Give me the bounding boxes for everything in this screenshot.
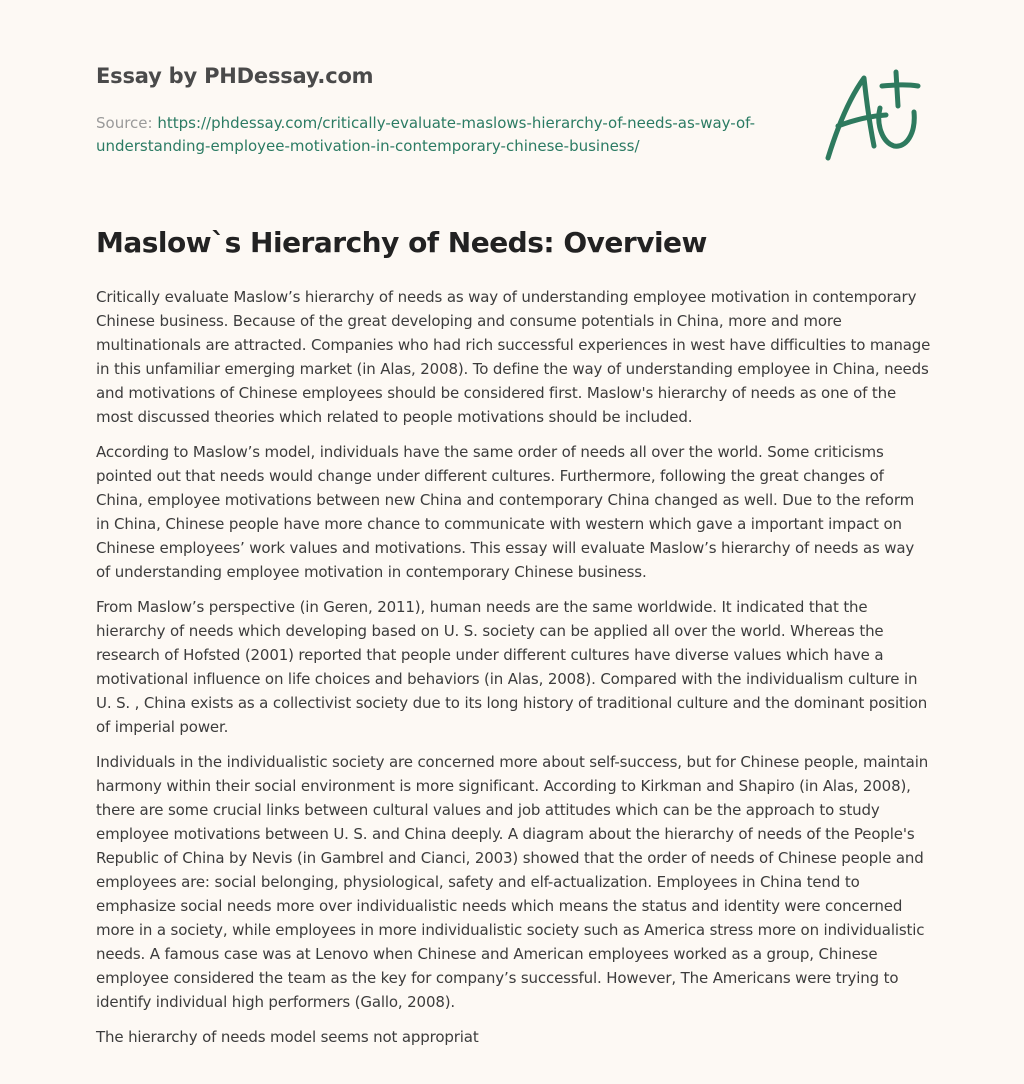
paragraph: According to Maslow’s model, individuals have the same order of needs all over the world. Some criticisms pointed out that needs would change under different cultures. Furthermore, following the great changes of China, employee motivations between new China and contemporary China changed as well. Due to the reform in China, Chinese people have more chance to communicate with western which gave a important impact on Chinese employees’ work values and motivations. This essay will evaluate Maslow’s hierarchy of needs as way of understanding employee motivation in contemporary Chinese business. xyxy=(96,443,915,581)
source-link[interactable]: https://phdessay.com/critically-evaluate-maslows-hierarchy-of-needs-as-way-of-understanding-employee-motivation-in-contemporary-chinese-business/ xyxy=(96,114,756,155)
essay-title: Maslow`s Hierarchy of Needs: Overview xyxy=(96,226,707,259)
paragraph: From Maslow’s perspective (in Geren, 2011), human needs are the same worldwide. It indicated that the hierarchy of needs which developing based on U. S. society can be applied all over the world. Whereas the research of Hofsted (2001) reported that people under different cultures have diverse values which have a motivational influence on life choices and behaviors (in Alas, 2008). Compared with the individualism culture in U. S. , China exists as a collectivist society due to its long history of traditional culture and the dominant position of imperial power. xyxy=(96,598,928,736)
paragraph: Critically evaluate Maslow’s hierarchy of needs as way of understanding employee motivation in contemporary Chinese business. Because of the great developing and consume potentials in China, more and more multinationals are attracted. Companies who had rich successful experiences in west have difficulties to manage in this unfamiliar emerging market (in Alas, 2008). To define the way of understanding employee in China, needs and motivations of Chinese employees should be considered first. Maslow's hierarchy of needs as one of the most discussed theories which related to people motivations should be included. xyxy=(96,288,931,426)
essay-body xyxy=(96,285,932,1060)
source-label: Source: xyxy=(96,114,158,132)
paragraph: The hierarchy of needs model seems not appropriat xyxy=(96,1028,479,1046)
source-line xyxy=(96,112,776,158)
site-title: Essay by PHDessay.com xyxy=(96,64,374,88)
paragraph: Individuals in the individualistic society are concerned more about self-success, but for Chinese people, maintain harmony within their social environment is more significant. According to Kirkman and Shapiro (in Alas, 2008), there are some crucial links between cultural values and job attitudes which can be the approach to study employee motivations between U. S. and China deeply. A diagram about the hierarchy of needs of the People's Republic of China by Nevis (in Gambrel and Cianci, 2003) showed that the order of needs of Chinese people and employees are: social belonging, physiological, safety and elf-actualization. Employees in China tend to emphasize social needs more over individualistic needs which means the status and identity were concerned more in a society, while employees in more individualistic society such as America stress more on individualistic needs. A famous case was at Lenovo when Chinese and American employees worked as a group, Chinese employee considered the team as the key for company’s successful. However, The Americans were trying to identify individual high performers (Gallo, 2008). xyxy=(96,753,929,1011)
a-plus-grade-logo-icon xyxy=(820,66,924,166)
